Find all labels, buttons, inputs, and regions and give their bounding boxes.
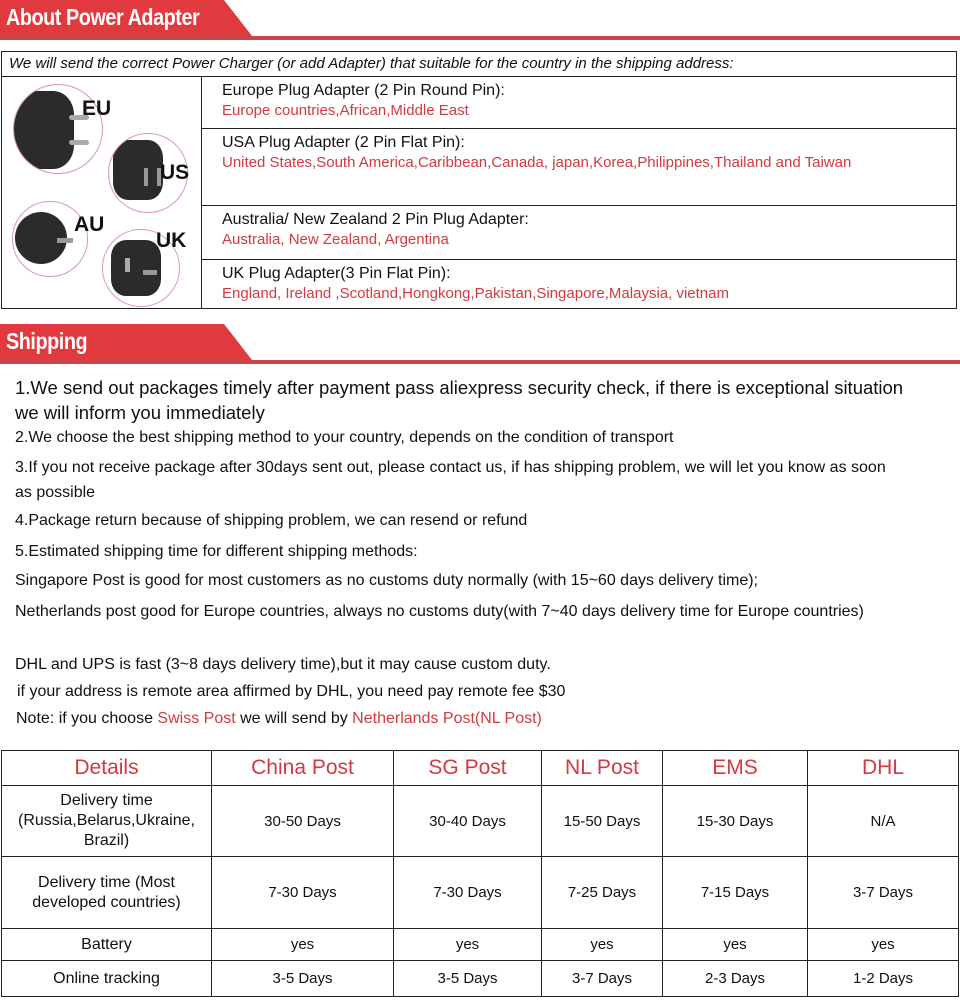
plug-types-image	[2, 77, 202, 308]
plug-title: USA Plug Adapter (2 Pin Flat Pin):	[222, 134, 465, 151]
remote-fee-note: if your address is remote area affirmed by DHL, you need pay remote fee $30	[17, 683, 566, 700]
table-cell: N/A	[808, 786, 959, 857]
header-dhl: DHL	[808, 751, 959, 786]
plug-label-eu: EU	[82, 97, 112, 120]
table-cell: 7-15 Days	[663, 857, 808, 929]
plug-row-us	[202, 129, 956, 206]
singapore-post-note: Singapore Post is good for most customers as no customs duty normally (with 15~60 days delivery time);	[15, 572, 758, 589]
table-cell: 2-3 Days	[663, 961, 808, 997]
swiss-post-note	[16, 709, 946, 729]
shipping-point-4: 4.Package return because of shipping problem, we can resend or refund	[15, 512, 528, 529]
plug-list	[202, 77, 956, 308]
plug-countries: Europe countries,African,Middle East	[222, 102, 469, 119]
table-row	[2, 786, 959, 857]
plug-label-uk: UK	[156, 229, 187, 252]
table-cell: 7-30 Days	[394, 857, 542, 929]
plug-row-uk	[202, 260, 956, 308]
row-label: Delivery time (Most developed countries)	[2, 857, 212, 929]
table-header-row	[2, 751, 959, 786]
section-banner-shipping	[0, 324, 960, 364]
nl-post-highlight: Netherlands Post(NL Post)	[352, 710, 542, 727]
row-label: Battery	[2, 929, 212, 961]
table-cell: 1-2 Days	[808, 961, 959, 997]
plug-title: UK Plug Adapter(3 Pin Flat Pin):	[222, 265, 451, 282]
header-details: Details	[2, 751, 212, 786]
plug-row-eu	[202, 77, 956, 129]
swiss-post-highlight: Swiss Post	[157, 710, 236, 727]
plug-row-au	[202, 206, 956, 260]
plug-countries: United States,South America,Caribbean,Canada, japan,Korea,Philippines,Thailand and Taiwan	[222, 154, 852, 171]
plug-title: Europe Plug Adapter (2 Pin Round Pin):	[222, 82, 505, 99]
dhl-ups-note: DHL and UPS is fast (3~8 days delivery time),but it may cause custom duty.	[15, 656, 551, 673]
table-cell: 3-5 Days	[394, 961, 542, 997]
plug-countries: England, Ireland ,Scotland,Hongkong,Pakistan,Singapore,Malaysia, vietnam	[222, 285, 729, 302]
table-row	[2, 929, 959, 961]
plug-title: Australia/ New Zealand 2 Pin Plug Adapter:	[222, 211, 529, 228]
header-nl-post: NL Post	[542, 751, 663, 786]
shipping-methods-table	[1, 750, 959, 997]
banner-underline	[0, 36, 960, 40]
header-ems: EMS	[663, 751, 808, 786]
table-cell: yes	[394, 929, 542, 961]
table-cell: 3-5 Days	[212, 961, 394, 997]
table-row	[2, 857, 959, 929]
section-title: About Power Adapter	[6, 4, 200, 30]
banner-underline	[0, 360, 960, 364]
table-cell: 7-30 Days	[212, 857, 394, 929]
section-title: Shipping	[6, 328, 88, 354]
netherlands-post-note: Netherlands post good for Europe countries, always no customs duty(with 7~40 days delivery time for Europe countries)	[15, 603, 864, 620]
table-cell: 30-40 Days	[394, 786, 542, 857]
table-cell: 30-50 Days	[212, 786, 394, 857]
adapter-table	[1, 51, 957, 309]
table-cell: 3-7 Days	[542, 961, 663, 997]
table-cell: 15-30 Days	[663, 786, 808, 857]
shipping-point-3: 3.If you not receive package after 30days sent out, please contact us, if has shipping problem, we will let you know as soon as possible	[15, 459, 886, 501]
table-cell: 7-25 Days	[542, 857, 663, 929]
row-label: Delivery time (Russia,Belarus,Ukraine, Brazil)	[2, 786, 212, 857]
row-label: Online tracking	[2, 961, 212, 997]
header-sg-post: SG Post	[394, 751, 542, 786]
table-cell: 3-7 Days	[808, 857, 959, 929]
table-cell: yes	[542, 929, 663, 961]
table-cell: yes	[663, 929, 808, 961]
table-cell: yes	[212, 929, 394, 961]
adapter-intro: We will send the correct Power Charger (or add Adapter) that suitable for the country in the shipping address:	[2, 52, 956, 77]
note-prefix: Note: if you choose	[16, 710, 158, 727]
shipping-point-1: 1.We send out packages timely after payment pass aliexpress security check, if there is exceptional situation we will inform you immediately	[15, 377, 904, 423]
table-row	[2, 961, 959, 997]
plug-label-au: AU	[74, 213, 105, 236]
table-cell: 15-50 Days	[542, 786, 663, 857]
shipping-point-2: 2.We choose the best shipping method to your country, depends on the condition of transport	[15, 429, 674, 446]
plug-countries: Australia, New Zealand, Argentina	[222, 231, 449, 248]
section-banner-power-adapter	[0, 0, 960, 40]
header-china-post: China Post	[212, 751, 394, 786]
note-middle: we will send by	[235, 710, 353, 727]
table-cell: yes	[808, 929, 959, 961]
plug-label-us: US	[160, 161, 190, 184]
shipping-point-5: 5.Estimated shipping time for different shipping methods:	[15, 543, 418, 560]
